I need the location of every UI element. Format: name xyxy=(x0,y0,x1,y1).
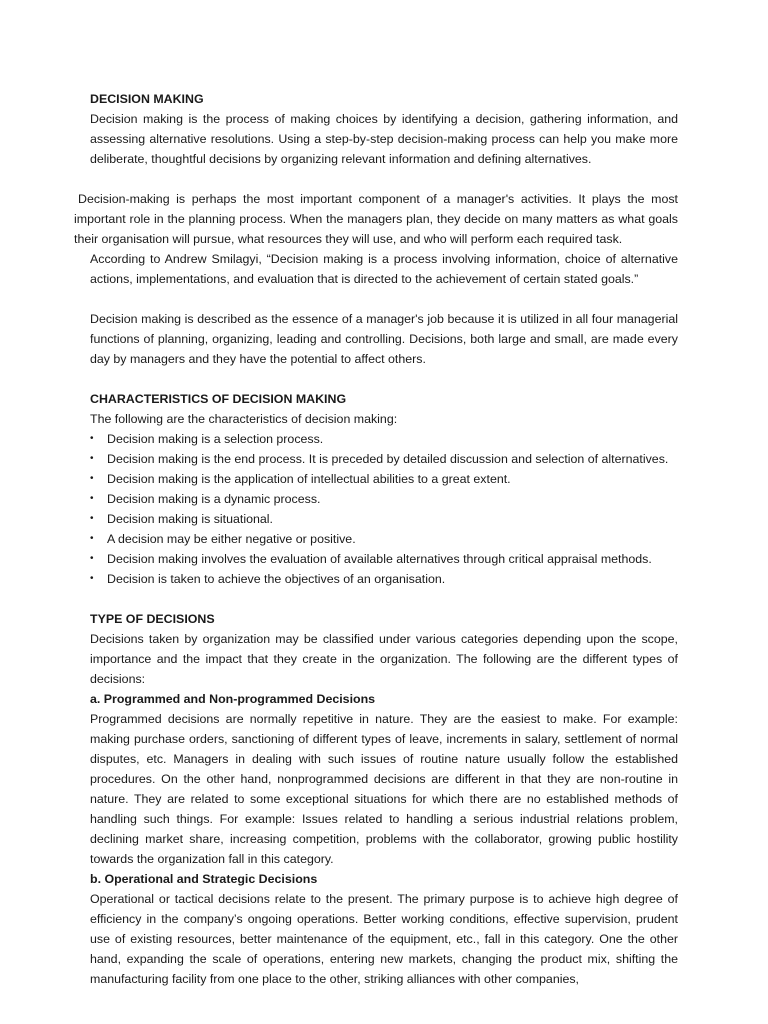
characteristics-intro: The following are the characteristics of decision making: xyxy=(90,412,398,426)
subheading-operational: b. Operational and Strategic Decisions xyxy=(90,872,318,886)
list-item: • Decision making is situational. xyxy=(90,509,678,529)
list-item: • A decision may be either negative or positive. xyxy=(90,529,678,549)
list-item: • Decision making is the end process. It is preceded by detailed discussion and selection of alternatives. xyxy=(90,449,678,469)
paragraph-importance: Decision-making is perhaps the most important component of a manager's activities. It plays the most important role in the planning process. When the managers plan, they decide on many matters as what goals their organisation will pursue, what resources they will use, and who will perform each required task. xyxy=(74,192,678,246)
paragraph-programmed: Programmed decisions are normally repetitive in nature. They are the easiest to make. For example: making purchase orders, sanctioning of different types of leave, increments in salary, settlement of normal disputes, etc. Managers in dealing with such issues of routine nature usually follow the established procedures. On the other hand, nonprogrammed decisions are different in that they are non-routine in nature. They are related to some exceptional situations for which there are no established methods of handling such things. For example: Issues related to handling a serious industrial relations problem, declining market share, increasing competition, problems with the collaborator, growing public hostility towards the organization fall in this category. xyxy=(90,712,678,866)
list-item: • Decision making is a dynamic process. xyxy=(90,489,678,509)
list-item: • Decision making involves the evaluation of available alternatives through critical appraisal methods. xyxy=(90,549,678,569)
list-item: • Decision making is a selection process. xyxy=(90,429,678,449)
paragraph-essence: Decision making is described as the essence of a manager's job because it is utilized in all four managerial functions of planning, organizing, leading and controlling. Decisions, both large and small, are made every day by managers and they have the potential to affect others. xyxy=(90,312,678,366)
section-heading-characteristics: CHARACTERISTICS OF DECISION MAKING xyxy=(90,392,347,406)
characteristics-list xyxy=(90,429,678,589)
section-heading-decision-making: DECISION MAKING xyxy=(90,92,204,106)
paragraph-definition: Decision making is the process of making choices by identifying a decision, gathering information, and assessing alternative resolutions. Using a step-by-step decision-making process can help you make more deliberate, thoughtful decisions by organizing relevant information and defining alternatives. xyxy=(90,112,678,166)
types-intro: Decisions taken by organization may be classified under various categories depending upon the scope, importance and the impact that they create in the organization. The following are the different types of decisions: xyxy=(90,632,678,686)
subheading-programmed: a. Programmed and Non-programmed Decisions xyxy=(90,692,376,706)
paragraph-operational: Operational or tactical decisions relate to the present. The primary purpose is to achieve high degree of efficiency in the company’s ongoing operations. Better working conditions, effective supervision, prudent use of existing resources, better maintenance of the equipment, etc., fall in this category. One the other hand, expanding the scale of operations, entering new markets, changing the product mix, shifting the manufacturing facility from one place to the other, striking alliances with other companies, xyxy=(90,892,678,986)
section-heading-types: TYPE OF DECISIONS xyxy=(90,612,215,626)
list-item: • Decision making is the application of intellectual abilities to a great extent. xyxy=(90,469,678,489)
list-item: • Decision is taken to achieve the objectives of an organisation. xyxy=(90,569,678,589)
paragraph-quote: According to Andrew Smilagyi, “Decision making is a process involving information, choice of alternative actions, implementations, and evaluation that is directed to the achievement of certain stated goals.” xyxy=(90,252,678,286)
